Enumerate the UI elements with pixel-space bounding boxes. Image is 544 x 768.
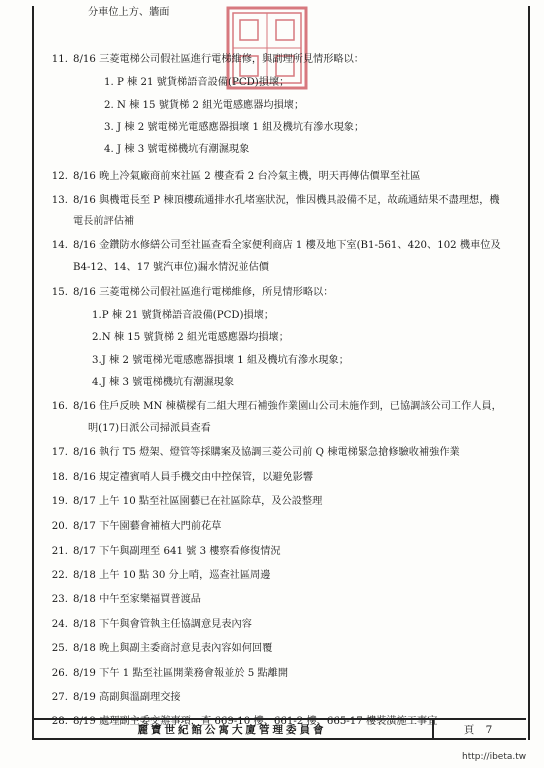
item-number: 23. — [51, 594, 68, 605]
page-number: 頁 7 — [432, 720, 526, 738]
item-number: 27. — [51, 692, 68, 703]
list-item-continuation — [104, 121, 364, 135]
list-item-continuation — [104, 143, 249, 157]
list-item — [48, 53, 364, 67]
item-text: 3.J 棟 2 號電梯光電感應器損壞 1 組及機坑有滲水現象； — [92, 355, 349, 366]
list-item-continuation — [88, 422, 211, 436]
item-number: 26. — [51, 668, 68, 679]
list-item — [48, 691, 181, 705]
list-item — [48, 545, 281, 559]
item-text: 8/16 三菱電梯公司假社區進行電梯維修，與副理所見情形略以： — [73, 54, 364, 65]
item-text: 8/16 晚上冷氣廠商前來社區 2 樓查看 2 台冷氣主機，明天再傳估價單至社區 — [73, 171, 421, 182]
list-item — [48, 239, 501, 253]
list-item — [48, 520, 221, 534]
list-item-continuation — [92, 309, 274, 323]
item-number: 18. — [51, 472, 68, 483]
list-item — [48, 618, 252, 632]
item-text: 3. J 棟 2 號電梯光電感應器損壞 1 組及機坑有滲水現象； — [104, 122, 365, 133]
item-text: 8/16 三菱電梯公司假社區進行電梯維修，所見情形略以： — [73, 287, 334, 298]
item-text: 8/18 中午至家樂福買普渡品 — [73, 594, 201, 605]
item-number: 12. — [51, 171, 68, 182]
item-text: 2. N 棟 15 號貨梯 2 組光電感應器均損壞； — [104, 100, 305, 111]
item-text: 明(17)日派公司掃派員查看 — [88, 423, 211, 434]
item-text: 8/18 晚上與副主委商討意見表內容如何回覆 — [73, 643, 273, 654]
item-text: 8/19 處理副主委交辦事項，查 669-10 樓、661-2 樓、665-17 樓裝潢施工事宜 — [73, 716, 438, 727]
item-text: 8/16 與機電長至 P 棟頂樓疏通排水孔堵塞狀況，惟因機具設備不足，故疏通結果不盡理想，機 — [73, 195, 500, 206]
footer-title: 麗寶世紀館公寓大廈管理委員會 — [137, 723, 327, 736]
list-item — [48, 194, 500, 208]
item-text: 電長前評估補 — [73, 216, 135, 227]
item-number: 13. — [51, 195, 68, 206]
item-text: 8/17 下午園藝會補植大門前花草 — [73, 521, 222, 532]
item-number: 16. — [51, 401, 68, 412]
item-text: 1. P 棟 21 號貨梯語音設備(PCD)損壞； — [104, 77, 290, 88]
item-number: 21. — [51, 546, 68, 557]
item-number: 28. — [51, 716, 68, 727]
list-item — [48, 471, 313, 485]
list-item-continuation — [88, 6, 170, 20]
list-item — [48, 400, 502, 414]
item-number: 11. — [51, 54, 68, 65]
item-text: 8/19 下午 1 點至社區開業務會報並於 5 點離開 — [73, 668, 289, 679]
list-item-continuation — [104, 76, 289, 90]
item-text: 8/18 下午與會管執主任協調意見表內容 — [73, 619, 252, 630]
item-text: 8/16 金鑽防水修繕公司至社區查看全家便利商店 1 樓及地下室(B1-561、420、102 機車位及 — [73, 240, 501, 251]
list-item — [48, 286, 333, 300]
item-text: 分車位上方、牆面 — [88, 7, 170, 18]
item-number: 14. — [51, 240, 68, 251]
list-item-continuation — [104, 99, 304, 113]
list-item-continuation — [73, 215, 134, 229]
item-number: 20. — [51, 521, 68, 532]
item-number: 25. — [51, 643, 68, 654]
item-number: 17. — [51, 447, 68, 458]
item-text: 8/19 高副與溫副理交接 — [73, 692, 181, 703]
item-number: 24. — [51, 619, 68, 630]
watermark-url: http://ibeta.tw — [462, 752, 527, 762]
list-item — [48, 593, 201, 607]
item-text: 2.N 棟 15 號貨梯 2 組光電感應器均損壞； — [92, 332, 289, 343]
item-text: 8/16 住戶反映 MN 棟橫樑有二組大理石補強作業園山公司未施作到，已協調該公司工作人員， — [73, 401, 502, 412]
list-item-continuation — [73, 261, 269, 275]
item-text: 8/18 上午 10 點 30 分上哨，巡查社區周邊 — [73, 570, 271, 581]
item-text: 4. J 棟 3 號電梯機坑有潮濕現象 — [104, 144, 250, 155]
item-text: 8/16 執行 T5 燈架、燈管等採購案及協調三菱公司前 Q 棟電梯緊急搶修驗收補強作業 — [73, 447, 460, 458]
item-text: 1.P 棟 21 號貨梯語音設備(PCD)損壞； — [92, 310, 275, 321]
list-item — [48, 569, 270, 583]
item-text: 4.J 棟 3 號電梯機坑有潮濕現象 — [92, 377, 235, 388]
list-item-continuation — [92, 376, 234, 390]
list-item — [48, 170, 420, 184]
list-item-continuation — [92, 331, 289, 345]
footer-bar — [32, 718, 526, 740]
item-number: 15. — [51, 287, 68, 298]
item-number: 19. — [51, 496, 68, 507]
item-number: 22. — [51, 570, 68, 581]
list-item — [48, 495, 322, 509]
item-text: 8/17 下午與副理至 641 號 3 樓察看修復情況 — [73, 546, 281, 557]
list-item-continuation — [92, 354, 349, 368]
item-text: 8/16 規定禮賓哨人員手機交由中控保管，以避免影響 — [73, 472, 314, 483]
list-item — [48, 446, 460, 460]
list-item — [48, 642, 272, 656]
item-text: B4-12、14、17 號汽車位)漏水情況並估價 — [73, 262, 269, 273]
item-text: 8/17 上午 10 點至社區園藝已在社區除草，及公設整理 — [73, 496, 323, 507]
list-item — [48, 667, 288, 681]
